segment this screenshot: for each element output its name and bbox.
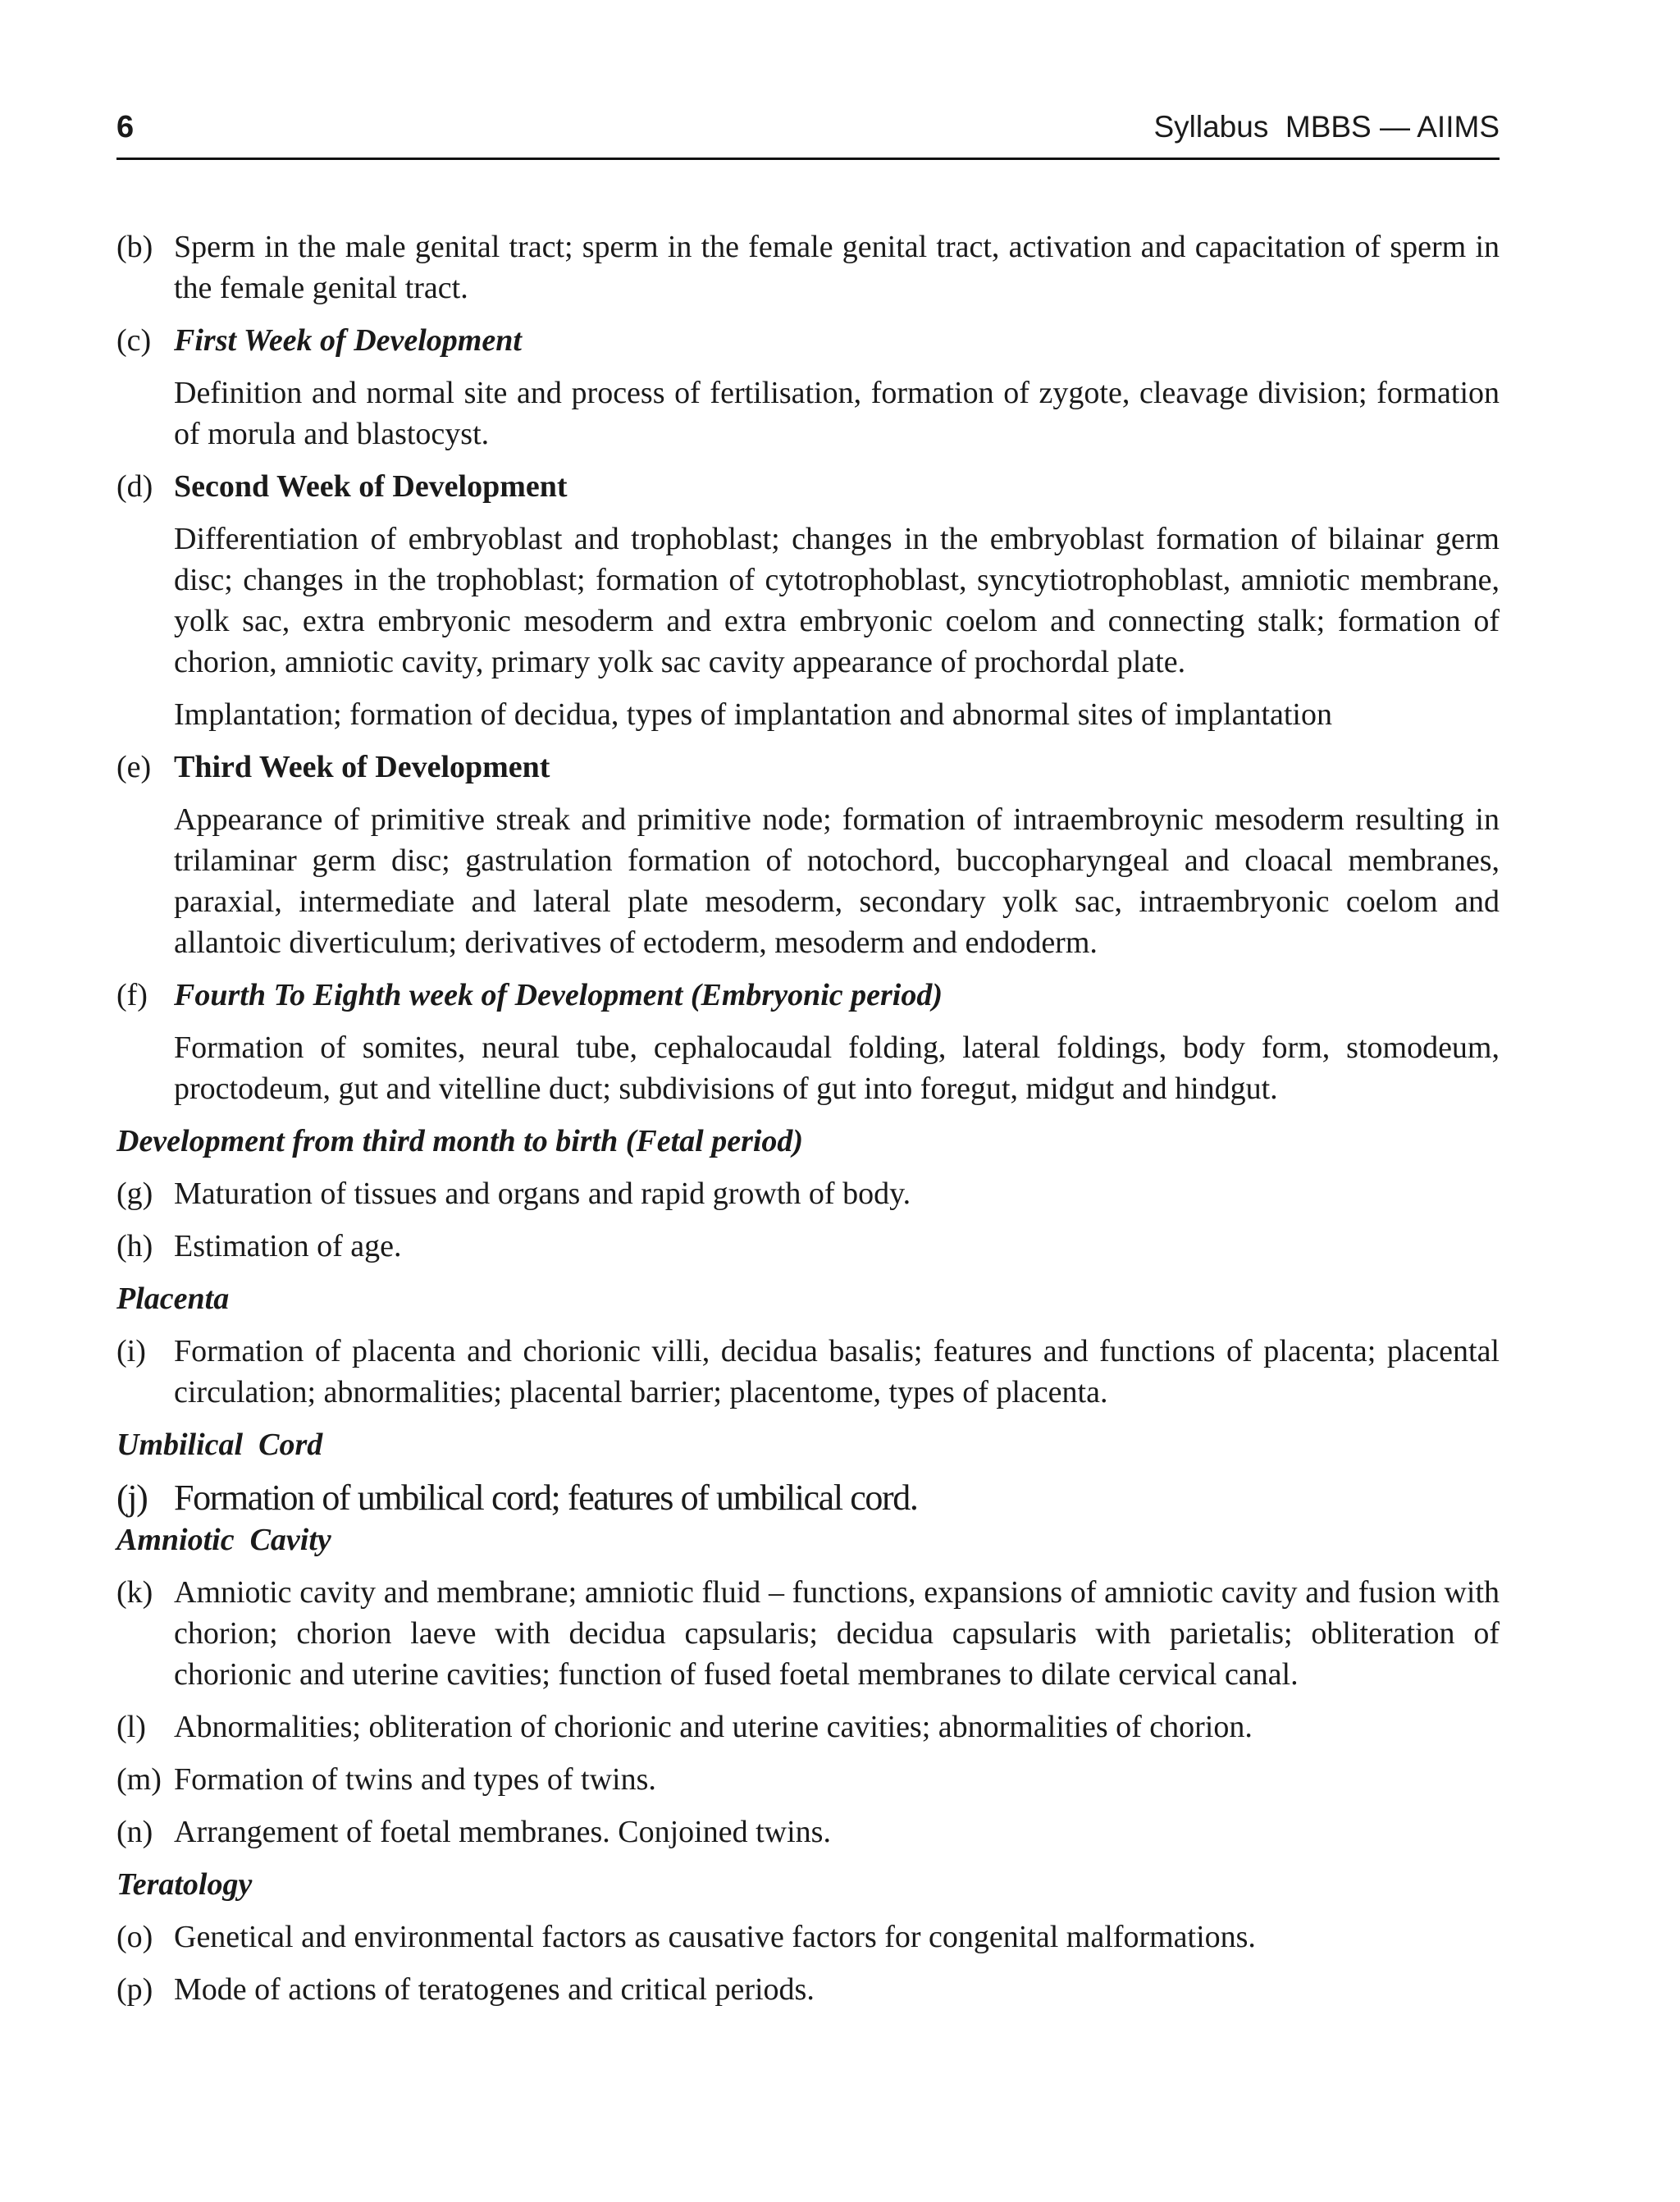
list-item-m xyxy=(116,1759,1500,1800)
list-item-d xyxy=(116,466,1500,507)
section-heading-placenta: Placenta xyxy=(116,1281,230,1316)
item-paragraph: Formation of somites, neural tube, cephalocaudal folding, lateral foldings, body form, stomodeum, proctodeum, gut and vitelline duct; subdivisions of gut into foregut, midgut and hindgut. xyxy=(174,1030,1500,1106)
page-number: 6 xyxy=(116,110,135,144)
item-text: Genetical and environmental factors as causative factors for congenital malformations. xyxy=(174,1920,1256,1954)
list-item-o xyxy=(116,1916,1500,1958)
item-heading: Second Week of Development xyxy=(174,469,568,504)
page-content xyxy=(116,226,1500,2010)
item-paragraph: Appearance of primitive streak and primitive node; formation of intraembroynic mesoderm resulting in trilaminar germ disc; gastrulation formation of notochord, buccopharyngeal and cloacal membranes, paraxial, intermediate and lateral plate mesoderm, secondary yolk sac, intraembryonic coelom and allantoic diverticulum; derivatives of ectoderm, mesoderm and endoderm. xyxy=(174,802,1500,960)
list-item-l xyxy=(116,1706,1500,1747)
item-label: (n) xyxy=(116,1815,153,1849)
item-paragraph: Definition and normal site and process of fertilisation, formation of zygote, cleavage division; formation of morula and blastocyst. xyxy=(174,376,1500,451)
item-heading: Fourth To Eighth week of Development (Embryonic period) xyxy=(174,978,943,1012)
item-label: (e) xyxy=(116,750,152,784)
item-label: (j) xyxy=(116,1478,148,1518)
list-item-g xyxy=(116,1173,1500,1214)
item-text: Maturation of tissues and organs and rapid growth of body. xyxy=(174,1176,911,1211)
list-item-b xyxy=(116,226,1500,308)
list-item-k xyxy=(116,1572,1500,1695)
list-item-h xyxy=(116,1226,1500,1267)
item-label: (o) xyxy=(116,1920,153,1954)
section-heading-amniotic: Amniotic Cavity xyxy=(116,1523,331,1557)
item-text: Amniotic cavity and membrane; amniotic fluid – functions, expansions of amniotic cavity and fusion with chorion; chorion laeve with decidua capsularis; decidua capsularis with parietalis; obliteration of chorionic and uterine cavities; function of fused foetal membranes to dilate cervical canal. xyxy=(174,1575,1500,1692)
list-item-c xyxy=(116,320,1500,361)
item-paragraph: Differentiation of embryoblast and trophoblast; changes in the embryoblast formation of bilainar germ disc; changes in the trophoblast; formation of cytotrophoblast, syncytiotrophoblast, amniotic membrane, yolk sac, extra embryonic mesoderm and extra embryonic coelom and connecting stalk; formation of chorion, amniotic cavity, primary yolk sac cavity appearance of prochordal plate. xyxy=(174,522,1500,679)
list-item-p xyxy=(116,1969,1500,2010)
list-item-j xyxy=(116,1477,1500,1519)
item-text: Arrangement of foetal membranes. Conjoined twins. xyxy=(174,1815,831,1849)
list-item-n xyxy=(116,1811,1500,1853)
item-label: (k) xyxy=(116,1575,153,1610)
list-item-f xyxy=(116,975,1500,1016)
section-heading-teratology: Teratology xyxy=(116,1867,253,1902)
item-label: (b) xyxy=(116,230,153,264)
running-head: Syllabus MBBS — AIIMS xyxy=(1153,110,1500,144)
section-heading-umbilical: Umbilical Cord xyxy=(116,1428,323,1462)
item-label: (d) xyxy=(116,469,153,504)
document-page xyxy=(116,0,1500,2202)
list-item-i xyxy=(116,1331,1500,1413)
item-text: Sperm in the male genital tract; sperm in the female genital tract, activation and capacitation of sperm in the female genital tract. xyxy=(174,230,1500,305)
item-label: (g) xyxy=(116,1176,153,1211)
list-item-e xyxy=(116,747,1500,788)
item-text: Mode of actions of teratogenes and critical periods. xyxy=(174,1972,815,2007)
item-label: (l) xyxy=(116,1710,146,1744)
item-label: (h) xyxy=(116,1229,153,1263)
item-label: (c) xyxy=(116,323,152,358)
item-text: Formation of twins and types of twins. xyxy=(174,1762,656,1797)
item-paragraph: Implantation; formation of decidua, types of implantation and abnormal sites of implantation xyxy=(174,697,1332,732)
item-text: Abnormalities; obliteration of chorionic and uterine cavities; abnormalities of chorion. xyxy=(174,1710,1253,1744)
item-heading: Third Week of Development xyxy=(174,750,550,784)
page-header xyxy=(116,110,1500,160)
item-heading: First Week of Development xyxy=(174,323,522,358)
item-label: (m) xyxy=(116,1762,162,1797)
item-text: Formation of umbilical cord; features of umbilical cord. xyxy=(174,1478,918,1518)
item-label: (p) xyxy=(116,1972,153,2007)
item-text: Estimation of age. xyxy=(174,1229,402,1263)
item-text: Formation of placenta and chorionic villi, decidua basalis; features and functions of placenta; placental circulation; abnormalities; placental barrier; placentome, types of placenta. xyxy=(174,1334,1500,1409)
item-label: (f) xyxy=(116,978,148,1012)
section-heading-fetal: Development from third month to birth (Fetal period) xyxy=(116,1124,804,1158)
item-label: (i) xyxy=(116,1334,146,1368)
